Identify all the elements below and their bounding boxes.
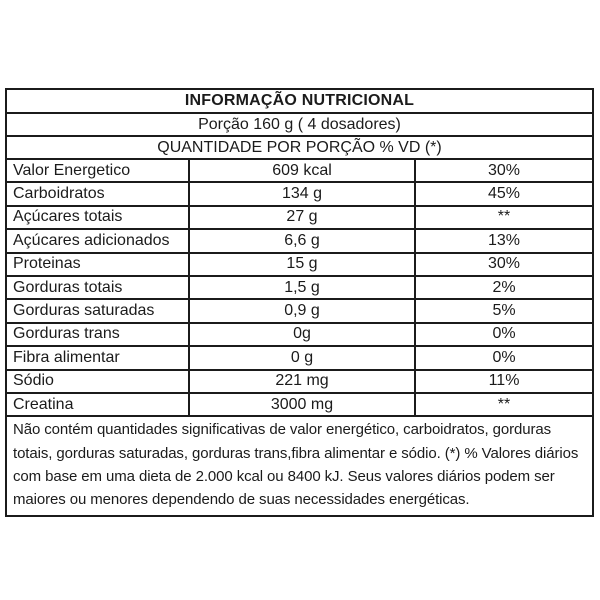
nutrient-amount-cell: 15 g bbox=[190, 254, 416, 275]
nutrient-amount-cell: 134 g bbox=[190, 183, 416, 204]
nutrient-name-cell: Sódio bbox=[7, 371, 190, 392]
nutrient-name-cell: Carboidratos bbox=[7, 183, 190, 204]
table-row bbox=[7, 183, 592, 206]
nutrient-vd-cell: 11% bbox=[488, 372, 520, 390]
nutrient-vd-cell: ** bbox=[497, 395, 511, 413]
table-row bbox=[7, 371, 592, 394]
nutrient-vd-cell: 45% bbox=[487, 185, 521, 203]
nutrition-facts-table bbox=[5, 88, 594, 517]
nutrient-name-cell: Gorduras totais bbox=[7, 277, 190, 298]
nutrient-name-cell: Creatina bbox=[7, 394, 190, 415]
nutrient-amount-cell: 0g bbox=[190, 324, 416, 345]
nutrient-amount-cell: 6,6 g bbox=[190, 230, 416, 251]
table-row bbox=[7, 347, 592, 370]
columns-header-text: QUANTIDADE POR PORÇÃO % VD (*) bbox=[157, 138, 442, 156]
table-row bbox=[7, 254, 592, 277]
nutrient-vd-cell: ** bbox=[497, 208, 511, 226]
nutrient-name-cell: Gorduras trans bbox=[7, 324, 190, 345]
table-row bbox=[7, 230, 592, 253]
table-row bbox=[7, 277, 592, 300]
table-row bbox=[7, 394, 592, 417]
nutrient-vd-cell: 30% bbox=[487, 255, 521, 273]
nutrient-vd-cell: 13% bbox=[487, 231, 521, 249]
nutrient-vd-cell: 30% bbox=[487, 161, 521, 179]
nutrient-rows bbox=[7, 160, 592, 417]
table-row bbox=[7, 207, 592, 230]
nutrient-amount-cell: 0 g bbox=[190, 347, 416, 368]
table-title bbox=[7, 90, 592, 114]
nutrient-vd-cell: 5% bbox=[492, 302, 516, 320]
nutrient-vd-cell: 0% bbox=[492, 348, 516, 366]
nutrient-amount-cell: 27 g bbox=[190, 207, 416, 228]
nutrient-amount-cell: 3000 mg bbox=[190, 394, 416, 415]
table-row bbox=[7, 300, 592, 323]
nutrient-amount-cell: 221 mg bbox=[190, 371, 416, 392]
nutrient-vd-cell: 0% bbox=[492, 325, 516, 343]
table-row bbox=[7, 324, 592, 347]
nutrient-name-cell: Gorduras saturadas bbox=[7, 300, 190, 321]
table-row bbox=[7, 160, 592, 183]
daily-values-footnote: Não contém quantidades significativas de valor energético, carboidratos, gorduras totais, gorduras saturadas, gorduras trans,fibra alimentar e sódio. (*) % Valores diários com base em uma dieta de 2.000 kcal ou 8400 kJ. Seus valores diários podem ser maiores ou menores dependendo de suas necessidades energéticas. bbox=[13, 421, 579, 508]
nutrient-name-cell: Fibra alimentar bbox=[7, 347, 190, 368]
nutrient-name-cell: Valor Energetico bbox=[7, 160, 190, 181]
nutrient-name-cell: Proteinas bbox=[7, 254, 190, 275]
nutrient-name-cell: Açúcares totais bbox=[7, 207, 190, 228]
serving-size-row bbox=[7, 114, 592, 137]
nutrient-name-cell: Açúcares adicionados bbox=[7, 230, 190, 251]
nutrient-vd-cell: 2% bbox=[492, 278, 516, 296]
nutrient-amount-cell: 0,9 g bbox=[190, 300, 416, 321]
nutrient-amount-cell: 609 kcal bbox=[190, 160, 416, 181]
serving-size-text: Porção 160 g ( 4 dosadores) bbox=[198, 115, 401, 133]
nutrient-amount-cell: 1,5 g bbox=[190, 277, 416, 298]
columns-header-row bbox=[7, 137, 592, 160]
table-title-text: INFORMAÇÃO NUTRICIONAL bbox=[184, 92, 415, 109]
